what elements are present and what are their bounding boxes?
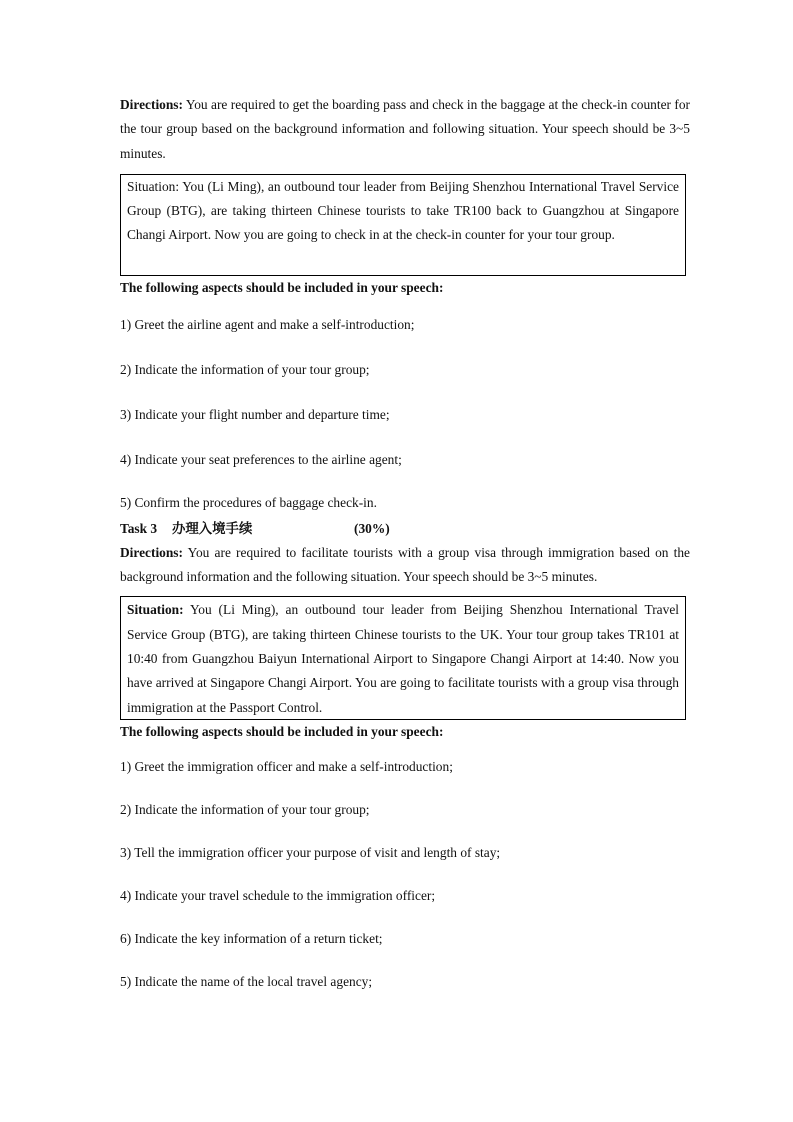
- task-number: Task 3: [120, 520, 158, 536]
- document-page: [120, 93, 690, 992]
- directions-text: You are required to facilitate tourists with a group visa through immigration based on the background information and the following situation. Your speech should be 3~5 minutes.: [120, 544, 690, 585]
- task-title: 办理入境手续: [172, 520, 253, 536]
- situation-text: Situation: You (Li Ming), an outbound tour leader from Beijing Shenzhou International Travel Service Group (BTG), are taking thirteen Chinese tourists to take TR100 back to Guangzhou at Singapore Changi Airport. Now you are going to check in at the check-in counter for your tour group.: [127, 178, 679, 243]
- directions-label: Directions:: [120, 97, 183, 112]
- list-item: 5) Confirm the procedures of baggage check-in.: [120, 494, 377, 510]
- list-item: 4) Indicate your seat preferences to the airline agent;: [120, 451, 402, 467]
- list-item: 2) Indicate the information of your tour group;: [120, 802, 370, 818]
- list-item: 1) Greet the airline agent and make a self-introduction;: [120, 316, 415, 332]
- list-item: 4) Indicate your travel schedule to the immigration officer;: [120, 888, 436, 904]
- list-item: 2) Indicate the information of your tour group;: [120, 361, 370, 377]
- situation-box: [120, 596, 686, 720]
- task-weight: (30%): [354, 520, 390, 536]
- situation-label: Situation:: [127, 602, 184, 618]
- situation-box: [120, 174, 686, 276]
- directions-paragraph: [120, 93, 690, 166]
- directions-text: You are required to get the boarding pass and check in the baggage at the check-in counter for the tour group based on the background information and following situation. Your speech should be 3~5 minutes.: [120, 97, 690, 161]
- situation-text: You (Li Ming), an outbound tour leader from Beijing Shenzhou International Travel Service Group (BTG), are taking thirteen Chinese tourists to the UK. Your tour group takes TR101 at 10:40 from Guangzhou Baiyun International Airport to Singapore Changi Airport at 14:40. Now you have arrived at Singapore Changi Airport. You are going to facilitate tourists with a group visa through immigration at the Passport Control.: [127, 602, 679, 715]
- directions-label: Directions:: [120, 544, 183, 560]
- list-item: 3) Indicate your flight number and departure time;: [120, 406, 390, 422]
- directions-paragraph: [120, 541, 690, 590]
- task-heading: [120, 517, 690, 541]
- list-item: 5) Indicate the name of the local travel agency;: [120, 974, 373, 990]
- aspects-heading: The following aspects should be included in your speech:: [120, 724, 444, 740]
- list-item: 1) Greet the immigration officer and make a self-introduction;: [120, 759, 453, 775]
- aspects-heading: The following aspects should be included in your speech:: [120, 279, 444, 295]
- list-item: 3) Tell the immigration officer your purpose of visit and length of stay;: [120, 845, 501, 861]
- list-item: 6) Indicate the key information of a return ticket;: [120, 931, 383, 947]
